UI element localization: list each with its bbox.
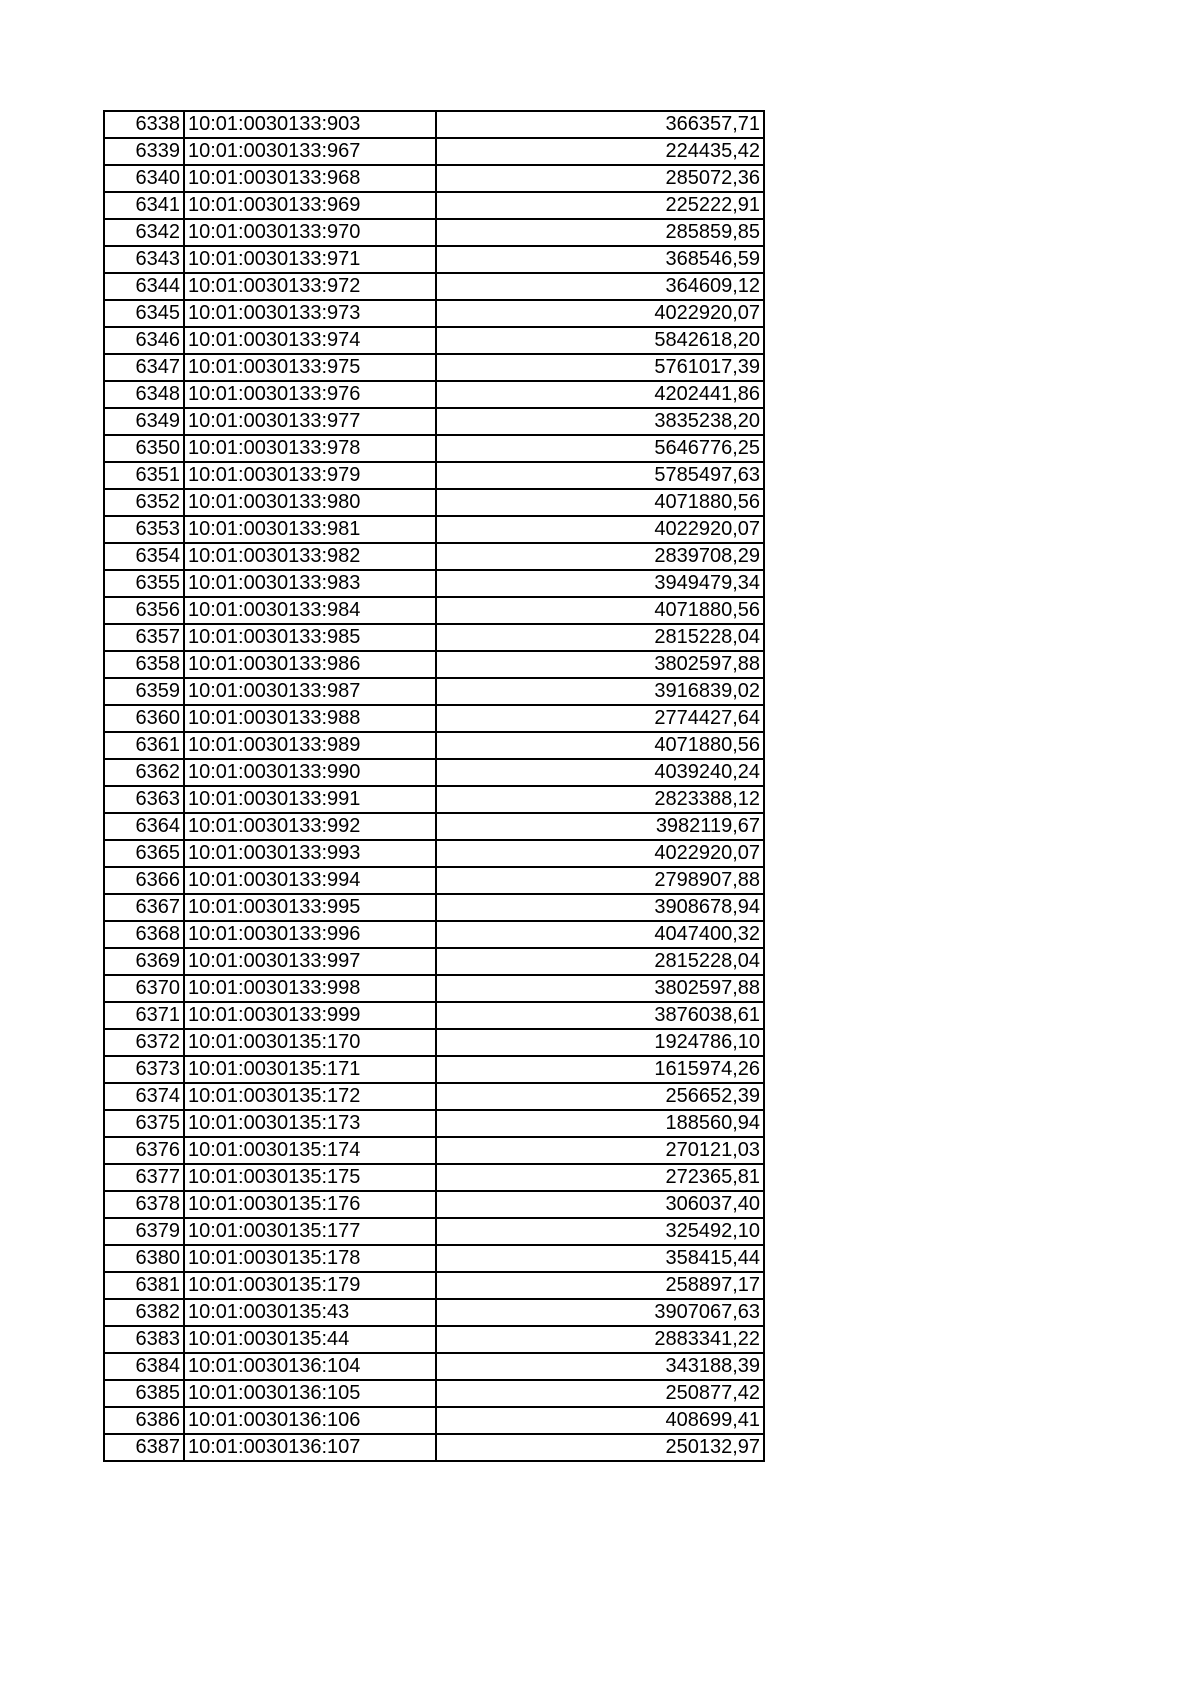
value-cell: 2815228,04 [436, 624, 764, 651]
value-cell: 3982119,67 [436, 813, 764, 840]
table-row [104, 1137, 764, 1164]
value-cell: 2774427,64 [436, 705, 764, 732]
table-row [104, 1245, 764, 1272]
cadastral-number-cell: 10:01:0030136:104 [184, 1353, 436, 1380]
cadastral-number-cell: 10:01:0030133:983 [184, 570, 436, 597]
value-cell: 1924786,10 [436, 1029, 764, 1056]
table-row [104, 300, 764, 327]
row-number-cell: 6372 [104, 1029, 184, 1056]
cadastral-number-cell: 10:01:0030133:999 [184, 1002, 436, 1029]
table-row [104, 1272, 764, 1299]
value-cell: 4071880,56 [436, 489, 764, 516]
value-cell: 4022920,07 [436, 516, 764, 543]
cadastral-number-cell: 10:01:0030133:975 [184, 354, 436, 381]
cadastral-number-cell: 10:01:0030133:979 [184, 462, 436, 489]
value-cell: 285072,36 [436, 165, 764, 192]
value-cell: 4022920,07 [436, 300, 764, 327]
row-number-cell: 6370 [104, 975, 184, 1002]
row-number-cell: 6364 [104, 813, 184, 840]
table-row [104, 840, 764, 867]
value-cell: 3916839,02 [436, 678, 764, 705]
cadastral-number-cell: 10:01:0030133:903 [184, 111, 436, 138]
table-row [104, 975, 764, 1002]
cadastral-number-cell: 10:01:0030136:105 [184, 1380, 436, 1407]
table-row [104, 246, 764, 273]
value-cell: 258897,17 [436, 1272, 764, 1299]
value-cell: 4047400,32 [436, 921, 764, 948]
row-number-cell: 6378 [104, 1191, 184, 1218]
value-cell: 5785497,63 [436, 462, 764, 489]
row-number-cell: 6342 [104, 219, 184, 246]
cadastral-number-cell: 10:01:0030133:986 [184, 651, 436, 678]
value-cell: 306037,40 [436, 1191, 764, 1218]
value-cell: 4071880,56 [436, 732, 764, 759]
cadastral-number-cell: 10:01:0030133:977 [184, 408, 436, 435]
cadastral-number-cell: 10:01:0030135:170 [184, 1029, 436, 1056]
row-number-cell: 6353 [104, 516, 184, 543]
row-number-cell: 6377 [104, 1164, 184, 1191]
cadastral-number-cell: 10:01:0030133:984 [184, 597, 436, 624]
value-cell: 225222,91 [436, 192, 764, 219]
value-cell: 2839708,29 [436, 543, 764, 570]
cadastral-number-cell: 10:01:0030133:997 [184, 948, 436, 975]
table-row [104, 624, 764, 651]
cadastral-number-cell: 10:01:0030133:989 [184, 732, 436, 759]
value-cell: 272365,81 [436, 1164, 764, 1191]
table-row [104, 1083, 764, 1110]
value-cell: 224435,42 [436, 138, 764, 165]
value-cell: 408699,41 [436, 1407, 764, 1434]
row-number-cell: 6365 [104, 840, 184, 867]
row-number-cell: 6386 [104, 1407, 184, 1434]
row-number-cell: 6359 [104, 678, 184, 705]
value-cell: 343188,39 [436, 1353, 764, 1380]
table-row [104, 1218, 764, 1245]
row-number-cell: 6366 [104, 867, 184, 894]
value-cell: 3835238,20 [436, 408, 764, 435]
row-number-cell: 6379 [104, 1218, 184, 1245]
value-cell: 3908678,94 [436, 894, 764, 921]
table-row [104, 813, 764, 840]
cadastral-number-cell: 10:01:0030135:43 [184, 1299, 436, 1326]
value-cell: 3802597,88 [436, 975, 764, 1002]
cadastral-number-cell: 10:01:0030133:996 [184, 921, 436, 948]
table-row [104, 948, 764, 975]
row-number-cell: 6346 [104, 327, 184, 354]
table-row [104, 1056, 764, 1083]
row-number-cell: 6350 [104, 435, 184, 462]
row-number-cell: 6358 [104, 651, 184, 678]
cadastral-number-cell: 10:01:0030136:107 [184, 1434, 436, 1461]
cadastral-number-cell: 10:01:0030135:179 [184, 1272, 436, 1299]
cadastral-number-cell: 10:01:0030133:973 [184, 300, 436, 327]
table-row [104, 1110, 764, 1137]
table-row [104, 327, 764, 354]
cadastral-number-cell: 10:01:0030133:980 [184, 489, 436, 516]
table-row [104, 1326, 764, 1353]
value-cell: 2798907,88 [436, 867, 764, 894]
cadastral-number-cell: 10:01:0030133:978 [184, 435, 436, 462]
table-row [104, 1353, 764, 1380]
cadastral-number-cell: 10:01:0030135:174 [184, 1137, 436, 1164]
cadastral-number-cell: 10:01:0030133:967 [184, 138, 436, 165]
value-cell: 2823388,12 [436, 786, 764, 813]
cadastral-number-cell: 10:01:0030135:44 [184, 1326, 436, 1353]
value-cell: 3876038,61 [436, 1002, 764, 1029]
table-row [104, 597, 764, 624]
row-number-cell: 6352 [104, 489, 184, 516]
table-row [104, 165, 764, 192]
cadastral-number-cell: 10:01:0030133:985 [184, 624, 436, 651]
cadastral-number-cell: 10:01:0030133:972 [184, 273, 436, 300]
cadastral-number-cell: 10:01:0030135:178 [184, 1245, 436, 1272]
table-row [104, 867, 764, 894]
row-number-cell: 6355 [104, 570, 184, 597]
cadastral-number-cell: 10:01:0030135:175 [184, 1164, 436, 1191]
value-cell: 4202441,86 [436, 381, 764, 408]
row-number-cell: 6375 [104, 1110, 184, 1137]
row-number-cell: 6360 [104, 705, 184, 732]
table-row [104, 759, 764, 786]
value-cell: 368546,59 [436, 246, 764, 273]
row-number-cell: 6383 [104, 1326, 184, 1353]
value-cell: 5646776,25 [436, 435, 764, 462]
row-number-cell: 6374 [104, 1083, 184, 1110]
table-row [104, 489, 764, 516]
row-number-cell: 6361 [104, 732, 184, 759]
table-row [104, 1434, 764, 1461]
row-number-cell: 6382 [104, 1299, 184, 1326]
cadastral-number-cell: 10:01:0030136:106 [184, 1407, 436, 1434]
table-row [104, 543, 764, 570]
cadastral-number-cell: 10:01:0030133:969 [184, 192, 436, 219]
row-number-cell: 6340 [104, 165, 184, 192]
table-row [104, 1299, 764, 1326]
value-cell: 2815228,04 [436, 948, 764, 975]
cadastral-number-cell: 10:01:0030133:982 [184, 543, 436, 570]
value-cell: 3949479,34 [436, 570, 764, 597]
row-number-cell: 6341 [104, 192, 184, 219]
table-row [104, 354, 764, 381]
value-cell: 1615974,26 [436, 1056, 764, 1083]
table-row [104, 462, 764, 489]
row-number-cell: 6373 [104, 1056, 184, 1083]
value-cell: 256652,39 [436, 1083, 764, 1110]
value-cell: 270121,03 [436, 1137, 764, 1164]
table-row [104, 192, 764, 219]
value-cell: 188560,94 [436, 1110, 764, 1137]
row-number-cell: 6351 [104, 462, 184, 489]
table-row [104, 435, 764, 462]
row-number-cell: 6348 [104, 381, 184, 408]
row-number-cell: 6368 [104, 921, 184, 948]
cadastral-number-cell: 10:01:0030133:971 [184, 246, 436, 273]
row-number-cell: 6369 [104, 948, 184, 975]
cadastral-number-cell: 10:01:0030133:976 [184, 381, 436, 408]
cadastral-value-table [103, 110, 765, 1462]
value-cell: 3907067,63 [436, 1299, 764, 1326]
row-number-cell: 6363 [104, 786, 184, 813]
value-cell: 3802597,88 [436, 651, 764, 678]
table-row [104, 219, 764, 246]
cadastral-number-cell: 10:01:0030133:981 [184, 516, 436, 543]
value-cell: 4071880,56 [436, 597, 764, 624]
value-cell: 5761017,39 [436, 354, 764, 381]
table-row [104, 921, 764, 948]
row-number-cell: 6362 [104, 759, 184, 786]
table-row [104, 1164, 764, 1191]
table-body [104, 111, 764, 1461]
cadastral-number-cell: 10:01:0030135:172 [184, 1083, 436, 1110]
table-row [104, 1191, 764, 1218]
value-cell: 2883341,22 [436, 1326, 764, 1353]
row-number-cell: 6344 [104, 273, 184, 300]
cadastral-number-cell: 10:01:0030133:992 [184, 813, 436, 840]
cadastral-number-cell: 10:01:0030133:990 [184, 759, 436, 786]
cadastral-number-cell: 10:01:0030133:988 [184, 705, 436, 732]
row-number-cell: 6381 [104, 1272, 184, 1299]
row-number-cell: 6376 [104, 1137, 184, 1164]
cadastral-number-cell: 10:01:0030133:987 [184, 678, 436, 705]
value-cell: 364609,12 [436, 273, 764, 300]
row-number-cell: 6371 [104, 1002, 184, 1029]
table-row [104, 705, 764, 732]
cadastral-number-cell: 10:01:0030133:991 [184, 786, 436, 813]
cadastral-number-cell: 10:01:0030135:177 [184, 1218, 436, 1245]
table-row [104, 678, 764, 705]
row-number-cell: 6339 [104, 138, 184, 165]
cadastral-number-cell: 10:01:0030133:968 [184, 165, 436, 192]
value-cell: 4022920,07 [436, 840, 764, 867]
row-number-cell: 6385 [104, 1380, 184, 1407]
row-number-cell: 6356 [104, 597, 184, 624]
row-number-cell: 6349 [104, 408, 184, 435]
cadastral-number-cell: 10:01:0030133:998 [184, 975, 436, 1002]
row-number-cell: 6345 [104, 300, 184, 327]
cadastral-number-cell: 10:01:0030133:994 [184, 867, 436, 894]
row-number-cell: 6367 [104, 894, 184, 921]
value-cell: 250132,97 [436, 1434, 764, 1461]
table-row [104, 1002, 764, 1029]
value-cell: 325492,10 [436, 1218, 764, 1245]
table-row [104, 111, 764, 138]
cadastral-number-cell: 10:01:0030133:993 [184, 840, 436, 867]
table-row [104, 408, 764, 435]
value-cell: 250877,42 [436, 1380, 764, 1407]
table-row [104, 570, 764, 597]
table-row [104, 516, 764, 543]
cadastral-number-cell: 10:01:0030133:974 [184, 327, 436, 354]
row-number-cell: 6343 [104, 246, 184, 273]
row-number-cell: 6384 [104, 1353, 184, 1380]
row-number-cell: 6338 [104, 111, 184, 138]
value-cell: 358415,44 [436, 1245, 764, 1272]
cadastral-number-cell: 10:01:0030135:176 [184, 1191, 436, 1218]
table-row [104, 138, 764, 165]
table-row [104, 894, 764, 921]
table-row [104, 732, 764, 759]
row-number-cell: 6347 [104, 354, 184, 381]
table-row [104, 651, 764, 678]
row-number-cell: 6354 [104, 543, 184, 570]
table-row [104, 786, 764, 813]
row-number-cell: 6387 [104, 1434, 184, 1461]
table-row [104, 273, 764, 300]
cadastral-number-cell: 10:01:0030133:995 [184, 894, 436, 921]
table-row [104, 1380, 764, 1407]
value-cell: 366357,71 [436, 111, 764, 138]
cadastral-number-cell: 10:01:0030133:970 [184, 219, 436, 246]
row-number-cell: 6357 [104, 624, 184, 651]
cadastral-number-cell: 10:01:0030135:171 [184, 1056, 436, 1083]
table-row [104, 381, 764, 408]
table-row [104, 1407, 764, 1434]
cadastral-number-cell: 10:01:0030135:173 [184, 1110, 436, 1137]
table-row [104, 1029, 764, 1056]
row-number-cell: 6380 [104, 1245, 184, 1272]
value-cell: 5842618,20 [436, 327, 764, 354]
value-cell: 4039240,24 [436, 759, 764, 786]
value-cell: 285859,85 [436, 219, 764, 246]
